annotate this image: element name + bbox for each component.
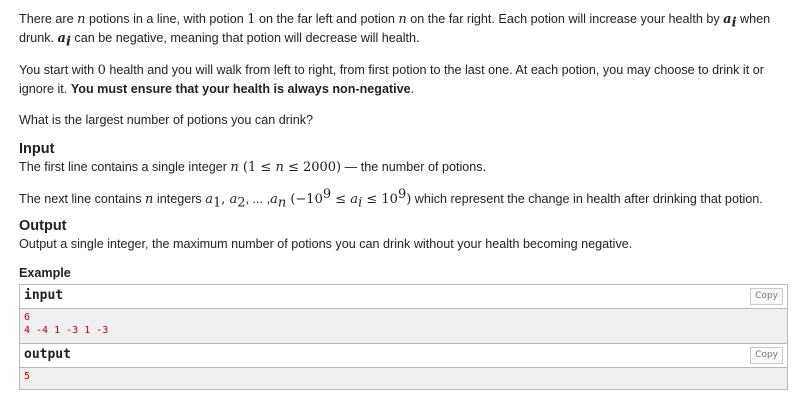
copy-output-button[interactable]: Copy: [750, 347, 783, 364]
example-output-content: [20, 368, 787, 389]
example-input-header: [20, 285, 787, 309]
statement-question: What is the largest number of potions you can drink?: [19, 113, 314, 127]
statement-paragraph-2: You start with 0 health and you will walk from left to right, from first potion to the last one. At each potion, you may choose to drink it or ignore it. You must ensure that your health is always non-negative.: [19, 63, 764, 96]
statement-paragraph-1: There are n potions in a line, with potion 1 on the far left and potion n on the far right. Each potion will increase your health by $a_i$ when drunk. $a_i$ can be negative, meaning that potion will decrease will health.: [19, 12, 771, 50]
input-section-title: Input: [19, 141, 55, 157]
constraint-emphasis: You must ensure that your health is always non-negative: [70, 82, 411, 96]
example-box: [19, 284, 788, 390]
example-input-label: input: [24, 288, 64, 303]
output-spec-text: Output a single integer, the maximum number of potions you can drink without your health becoming negative.: [19, 237, 633, 251]
example-input-line: 6: [24, 312, 31, 323]
output-section-title: Output: [19, 218, 67, 234]
input-spec-line-2: The next line contains n integers $a_1$, $a_2$, ... $,a_n$ $(-10^9 \le a_i \le 10^9)$ which represent the change in health after drinking that potion.: [19, 186, 763, 211]
example-input-content: [20, 309, 787, 344]
input-spec-line-1: The first line contains a single integer n (1 ≤ n ≤ 2000) — the number of potions.: [19, 160, 487, 175]
example-title: Example: [19, 266, 71, 280]
example-input-line: 4 -4 1 -3 1 -3: [24, 324, 109, 336]
example-output-label: output: [24, 347, 71, 362]
example-output-header: [20, 344, 787, 368]
copy-input-button[interactable]: Copy: [750, 288, 783, 305]
example-output-line: 5: [24, 371, 31, 382]
